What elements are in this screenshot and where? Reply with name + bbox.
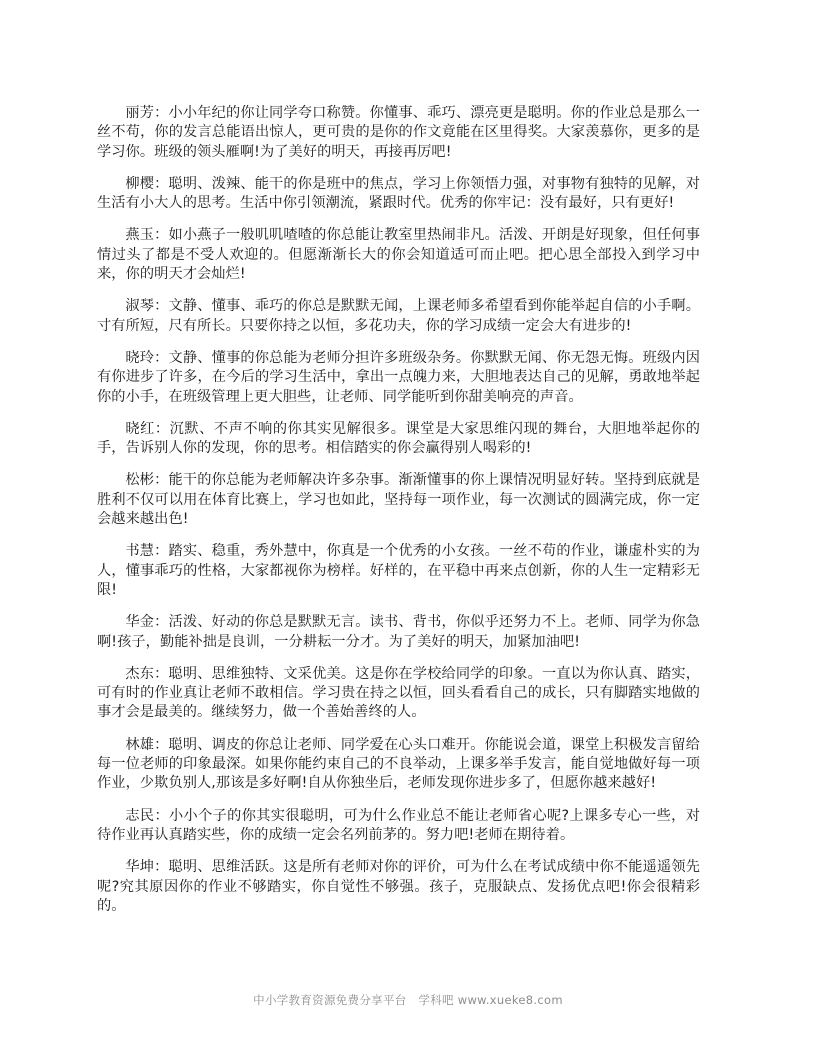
comment-paragraph: 淑琴：文静、懂事、乖巧的你总是默默无闻，上课老师多希望看到你能举起自信的小手啊。寸有所短，尺有所长。只要你持之以恒，多花功夫，你的学习成绩一定会大有进步的! bbox=[97, 298, 700, 334]
comment-paragraph: 志民：小小个子的你其实很聪明，可为什么作业总不能让老师省心呢?上课多专心一些，对待作业再认真踏实些，你的成绩一定会名列前茅的。努力吧!老师在期待着。 bbox=[97, 807, 700, 843]
comment-paragraph: 华坤：聪明、思维活跃。这是所有老师对你的评价，可为什么在考试成绩中你不能遥遥领先呢?究其原因你的作业不够踏实，你自觉性不够强。孩子，克服缺点、发扬优点吧!你会很精彩的。 bbox=[97, 859, 700, 914]
comment-paragraph: 杰东：聪明、思维独特、文采优美。这是你在学校给同学的印象。一直以为你认真、踏实，可有时的作业真让老师不敢相信。学习贵在持之以恒，回头看看自己的成长，只有脚踏实地做的事才会是最美的。继续努力，做一个善始善终的人。 bbox=[97, 665, 700, 721]
comment-paragraph: 晓红：沉默、不声不响的你其实见解很多。课堂是大家思维闪现的舞台，大胆地举起你的手，告诉别人你的发现，你的思考。相信踏实的你会赢得别人喝彩的! bbox=[97, 420, 700, 457]
document-body bbox=[97, 104, 700, 916]
comment-paragraph: 松彬：能干的你总能为老师解决许多杂事。渐渐懂事的你上课情况明显好转。坚持到底就是胜利不仅可以用在体育比赛上，学习也如此，坚持每一项作业，每一次测试的圆满完成，你一定会越来越出色! bbox=[97, 472, 700, 528]
comment-paragraph: 林雄：聪明、调皮的你总让老师、同学爱在心头口难开。你能说会道，课堂上积极发言留给每一位老师的印象最深。如果你能约束自己的不良举动，上课多举手发言，能自觉地做好每一项作业，少欺负别人,那该是多好啊!自从你独坐后，老师发现你进步多了，但愿你越来越好! bbox=[97, 736, 700, 792]
comment-paragraph: 晓玲：文静、懂事的你总能为老师分担许多班级杂务。你默默无闻、你无怨无悔。班级内因有你进步了许多，在今后的学习生活中，拿出一点魄力来，大胆地表达自己的见解，勇敢地举起你的小手，在班级管理上更大胆些，让老师、同学能听到你甜美响亮的声音。 bbox=[97, 349, 700, 405]
footer-watermark: 中小学教育资源免费分享平台 学科吧 www.xueke8.com bbox=[253, 993, 563, 1007]
comment-paragraph: 华金：活泼、好动的你总是默默无言。读书、背书，你似乎还努力不上。老师、同学为你急啊!孩子，勤能补拙是良训，一分耕耘一分才。为了美好的明天，加紧加油吧! bbox=[97, 614, 700, 650]
comment-paragraph: 燕玉：如小燕子一般叽叽喳喳的你总能让教室里热闹非凡。活泼、开朗是好现象，但任何事情过头了都是不受人欢迎的。但愿渐渐长大的你会知道适可而止吧。把心思全部投入到学习中来，你的明天才会灿烂! bbox=[97, 227, 700, 283]
comment-paragraph: 柳樱：聪明、泼辣、能干的你是班中的焦点，学习上你领悟力强，对事物有独特的见解，对生活有小大人的思考。生活中你引领潮流，紧跟时代。优秀的你牢记：没有最好，只有更好! bbox=[97, 175, 700, 212]
comment-paragraph: 丽芳：小小年纪的你让同学夸口称赞。你懂事、乖巧、漂亮更是聪明。你的作业总是那么一丝不苟，你的发言总能语出惊人，更可贵的是你的作文竟能在区里得奖。大家羡慕你，更多的是学习你。班级的领头雁啊!为了美好的明天，再接再厉吧! bbox=[97, 105, 700, 160]
comment-paragraph: 书慧：踏实、稳重，秀外慧中，你真是一个优秀的小女孩。一丝不苟的作业，谦虚朴实的为人，懂事乖巧的性格，大家都视你为榜样。好样的，在平稳中再来点创新，你的人生一定精彩无限! bbox=[97, 543, 700, 598]
